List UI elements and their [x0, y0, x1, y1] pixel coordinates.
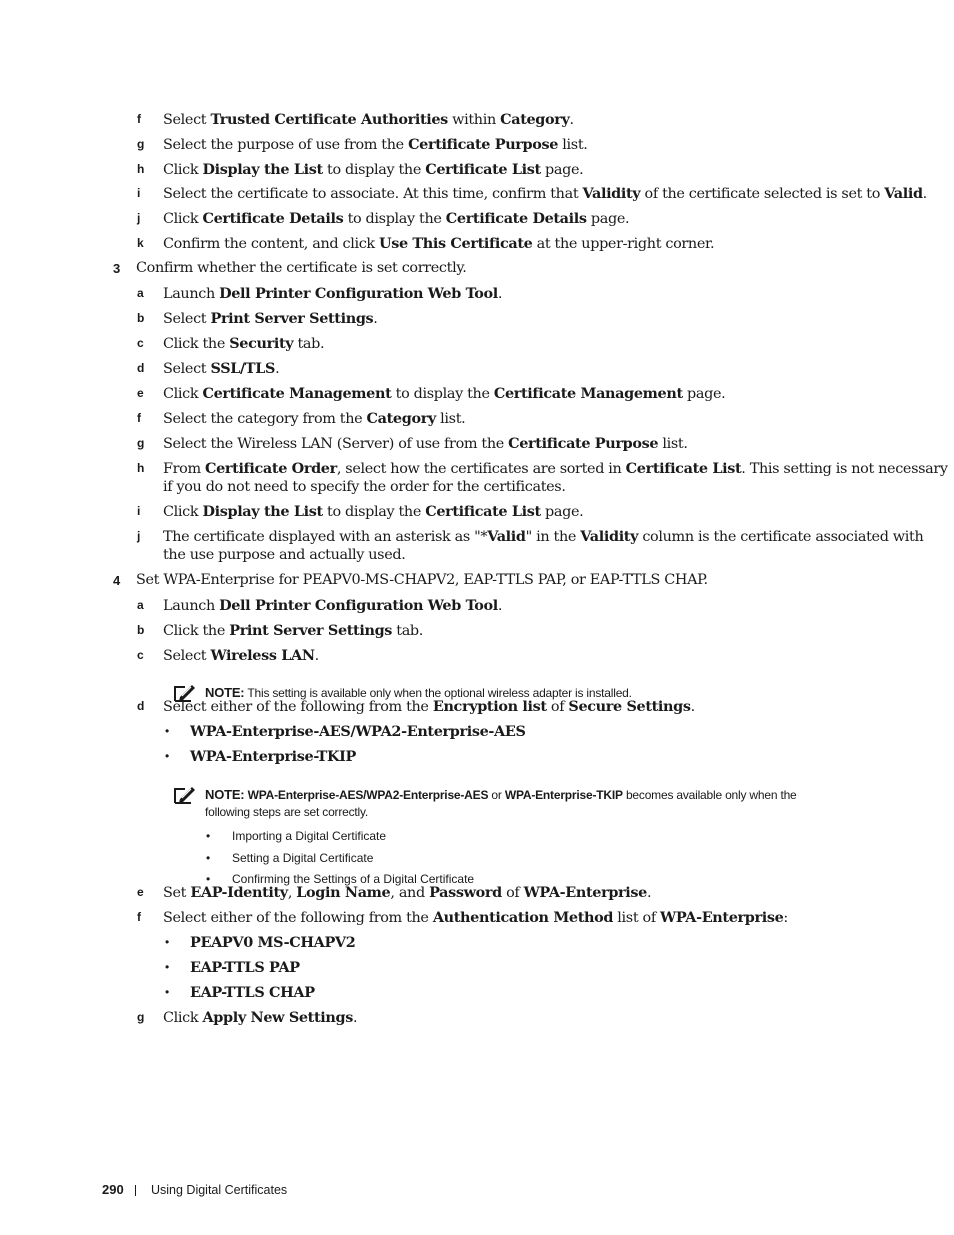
footer-title: Using Digital Certificates: [151, 1183, 288, 1197]
substep-letter: j: [137, 211, 141, 225]
ui-term: Validity: [580, 528, 639, 545]
text-run: The certificate displayed with an asterisk as "*: [163, 529, 488, 545]
step-text: [163, 160, 583, 180]
step-text: [163, 502, 583, 522]
note-pencil-icon: [174, 785, 196, 805]
text-run: .: [569, 112, 574, 128]
text-run: following steps are set correctly.: [205, 805, 369, 819]
ui-term: Secure Settings: [568, 698, 691, 715]
bullet-marker: •: [165, 935, 170, 949]
text-run: Set: [163, 885, 191, 901]
text-run: page.: [540, 504, 584, 520]
ui-term: Trusted Certificate Authorities: [210, 111, 448, 128]
note-text: [205, 787, 797, 803]
text-run: Click: [163, 1010, 203, 1026]
ui-term: Valid: [884, 185, 923, 202]
ui-term: Authentication Method: [432, 909, 614, 926]
note-bullet-marker: •: [206, 872, 211, 886]
ui-term: Apply New Settings: [202, 1009, 353, 1026]
text-run: .: [922, 186, 927, 202]
text-run: to display the: [391, 386, 494, 402]
ui-term: SSL/TLS: [210, 360, 276, 377]
substep-letter: g: [137, 137, 145, 151]
text-run: .: [497, 286, 503, 302]
text-run: at the upper-right corner.: [532, 236, 715, 252]
step-text: [136, 259, 466, 278]
text-run: of: [546, 699, 569, 715]
substep-letter: b: [137, 623, 145, 637]
ui-term: Certificate Details: [445, 210, 587, 227]
ui-term: Dell Printer Configuration Web Tool: [219, 597, 498, 614]
footer-separator: [135, 1185, 136, 1196]
text-run: within: [447, 112, 501, 128]
step-text: [163, 284, 502, 304]
step-text: [163, 478, 566, 497]
step-text: [163, 621, 423, 641]
text-run: Select either of the following from the: [163, 910, 433, 926]
text-run: .: [497, 598, 503, 614]
step-text: [163, 209, 629, 229]
text-run: " in the: [525, 529, 581, 545]
step-text: [163, 110, 574, 130]
note-bullet-marker: •: [206, 829, 211, 843]
text-run: Select: [163, 648, 211, 664]
text-run: of the certificate selected is set to: [640, 186, 885, 202]
text-run: , and: [390, 885, 430, 901]
text-run: Select the category from the: [163, 411, 367, 427]
step-number: 4: [113, 573, 121, 588]
step-text: [163, 135, 587, 155]
bullet-marker: •: [165, 724, 170, 738]
text-run: Select the purpose of use from the: [163, 137, 409, 153]
text-run: .: [352, 1010, 358, 1026]
text-run: ,: [287, 885, 297, 901]
text-run: to display the: [322, 162, 426, 178]
text-run: :: [783, 910, 788, 926]
note-label: NOTE:: [205, 787, 245, 802]
ui-term: Display the List: [202, 503, 323, 520]
ui-term: EAP-Identity: [190, 884, 288, 901]
text-run: Click: [163, 504, 203, 520]
ui-term: Certificate List: [425, 503, 541, 520]
ui-term: Display the List: [202, 161, 323, 178]
substep-letter: a: [137, 598, 144, 612]
step-text: [190, 747, 356, 767]
ui-term: Certificate Management: [493, 385, 683, 402]
ui-term: Certificate List: [625, 460, 742, 477]
text-run: column is the certificate associated with: [638, 529, 924, 545]
ui-term: Use This Certificate: [379, 235, 533, 252]
text-run: Click: [163, 386, 203, 402]
substep-letter: i: [137, 504, 141, 518]
note-bullet-marker: •: [206, 850, 211, 865]
text-run: Select: [163, 112, 211, 128]
substep-letter: j: [137, 529, 141, 543]
text-run: , select how the certificates are sorted in: [336, 461, 626, 477]
ui-term: EAP-TTLS CHAP: [190, 984, 315, 1001]
text-run: .: [373, 311, 378, 327]
ui-term: Certificate List: [425, 161, 541, 178]
step-text: [163, 359, 279, 379]
step-text: [163, 434, 688, 454]
step-text: [190, 958, 300, 978]
ui-term: Certificate Purpose: [508, 435, 659, 452]
text-run: Set WPA-Enterprise for PEAPV0-MS-CHAPV2, EAP-TTLS PAP, or EAP-TTLS CHAP.: [136, 572, 708, 588]
step-text: [190, 722, 525, 742]
substep-letter: f: [137, 411, 141, 425]
bullet-marker: •: [165, 960, 170, 974]
text-run: Confirm the content, and click: [163, 236, 380, 252]
ui-term: EAP-TTLS PAP: [190, 959, 300, 976]
ui-term: Dell Printer Configuration Web Tool: [219, 285, 498, 302]
ui-term: Wireless LAN: [210, 647, 315, 664]
step-text: [163, 1008, 357, 1028]
step-text: [163, 596, 502, 616]
text-run: if you do not need to specify the order for the certificates.: [163, 479, 566, 495]
text-run: Select either of the following from the: [163, 699, 433, 715]
substep-letter: f: [137, 112, 141, 126]
ui-term: Category: [500, 111, 570, 128]
step-text: [190, 983, 315, 1003]
step-text: [190, 933, 355, 953]
text-run: Click: [163, 162, 203, 178]
step-text: [163, 409, 465, 429]
note-bullet-item: Confirming the Settings of a Digital Certificate: [232, 872, 475, 886]
ui-term: Print Server Settings: [229, 622, 393, 639]
text-run: Select the Wireless LAN (Server) of use from the: [163, 436, 509, 452]
substep-letter: e: [137, 885, 144, 899]
ui-term: Encryption list: [432, 698, 547, 715]
text-run: .: [275, 361, 280, 377]
note-bullet-item: Importing a Digital Certificate: [232, 829, 387, 843]
text-run: list.: [558, 137, 588, 153]
text-run: This setting is available only when the optional wireless adapter is installed.: [244, 686, 632, 700]
substep-letter: h: [137, 461, 145, 475]
ui-term: PEAPV0 MS-CHAPV2: [190, 934, 356, 951]
text-run: Launch: [163, 598, 220, 614]
bullet-marker: •: [165, 749, 170, 763]
text-run: Click: [163, 211, 203, 227]
ui-term: WPA-Enterprise: [660, 909, 784, 926]
note-label: NOTE:: [205, 685, 245, 700]
substep-letter: d: [137, 361, 145, 375]
substep-letter: f: [137, 910, 141, 924]
step-text: [163, 527, 923, 547]
note-text: [205, 804, 368, 820]
ui-term: Login Name: [296, 884, 391, 901]
text-run: Select: [163, 311, 211, 327]
ui-term: WPA-Enterprise-TKIP: [504, 788, 623, 802]
text-run: tab.: [293, 336, 325, 352]
text-run: to display the: [343, 211, 446, 227]
page-number: 290: [102, 1182, 124, 1197]
substep-letter: k: [137, 236, 144, 250]
substep-letter: b: [137, 311, 145, 325]
ui-term: Valid: [487, 528, 526, 545]
text-run: list of: [613, 910, 661, 926]
text-run: list.: [658, 436, 688, 452]
text-run: of: [501, 885, 524, 901]
substep-letter: h: [137, 162, 145, 176]
text-run: Confirm whether the certificate is set correctly.: [136, 260, 467, 276]
step-text: [163, 384, 725, 404]
text-run: page.: [682, 386, 726, 402]
step-text: [136, 571, 708, 590]
text-run: .: [646, 885, 652, 901]
note-text: [205, 685, 632, 701]
text-run: .: [690, 699, 695, 715]
ui-term: Print Server Settings: [210, 310, 374, 327]
text-run: page.: [586, 211, 630, 227]
substep-letter: c: [137, 336, 144, 350]
step-text: [163, 908, 788, 928]
text-run: becomes available only when the: [622, 788, 797, 802]
text-run: to display the: [322, 504, 426, 520]
ui-term: Certificate Purpose: [408, 136, 559, 153]
ui-term: Security: [229, 335, 294, 352]
ui-term: WPA-Enterprise-TKIP: [190, 748, 356, 765]
note-bullet-item: Setting a Digital Certificate: [232, 850, 374, 865]
substep-letter: e: [137, 386, 144, 400]
ui-term: Password: [429, 884, 502, 901]
step-text: [163, 334, 324, 354]
ui-term: Certificate Order: [205, 460, 337, 477]
ui-term: WPA-Enterprise-AES/WPA2-Enterprise-AES: [247, 788, 489, 802]
step-text: [163, 646, 319, 666]
text-run: . This setting is not necessary: [741, 461, 948, 477]
text-run: page.: [540, 162, 584, 178]
ui-term: Validity: [582, 185, 641, 202]
text-run: From: [163, 461, 205, 477]
text-run: list.: [435, 411, 466, 427]
step-text: [163, 546, 405, 565]
text-run: Click the: [163, 336, 230, 352]
substep-letter: g: [137, 1010, 145, 1024]
ui-term: WPA-Enterprise-AES/WPA2-Enterprise-AES: [190, 723, 526, 740]
note-pencil-icon: [174, 683, 196, 703]
step-number: 3: [113, 261, 121, 276]
bullet-marker: •: [165, 985, 170, 999]
text-run: Click the: [163, 623, 230, 639]
substep-letter: i: [137, 186, 141, 200]
ui-term: Category: [366, 410, 436, 427]
ui-term: Certificate Details: [202, 210, 344, 227]
step-text: [163, 309, 378, 329]
ui-term: WPA-Enterprise: [523, 884, 647, 901]
text-run: or: [488, 788, 505, 802]
text-run: Launch: [163, 286, 220, 302]
substep-letter: g: [137, 436, 145, 450]
text-run: the use purpose and actually used.: [163, 547, 406, 563]
text-run: Select the certificate to associate. At this time, confirm that: [163, 186, 583, 202]
ui-term: Certificate Management: [202, 385, 392, 402]
step-text: [163, 184, 927, 204]
substep-letter: c: [137, 648, 144, 662]
text-run: tab.: [392, 623, 424, 639]
step-text: [163, 234, 714, 254]
substep-letter: d: [137, 699, 145, 713]
step-text: [163, 459, 948, 479]
text-run: .: [314, 648, 319, 664]
text-run: Select: [163, 361, 211, 377]
substep-letter: a: [137, 286, 144, 300]
